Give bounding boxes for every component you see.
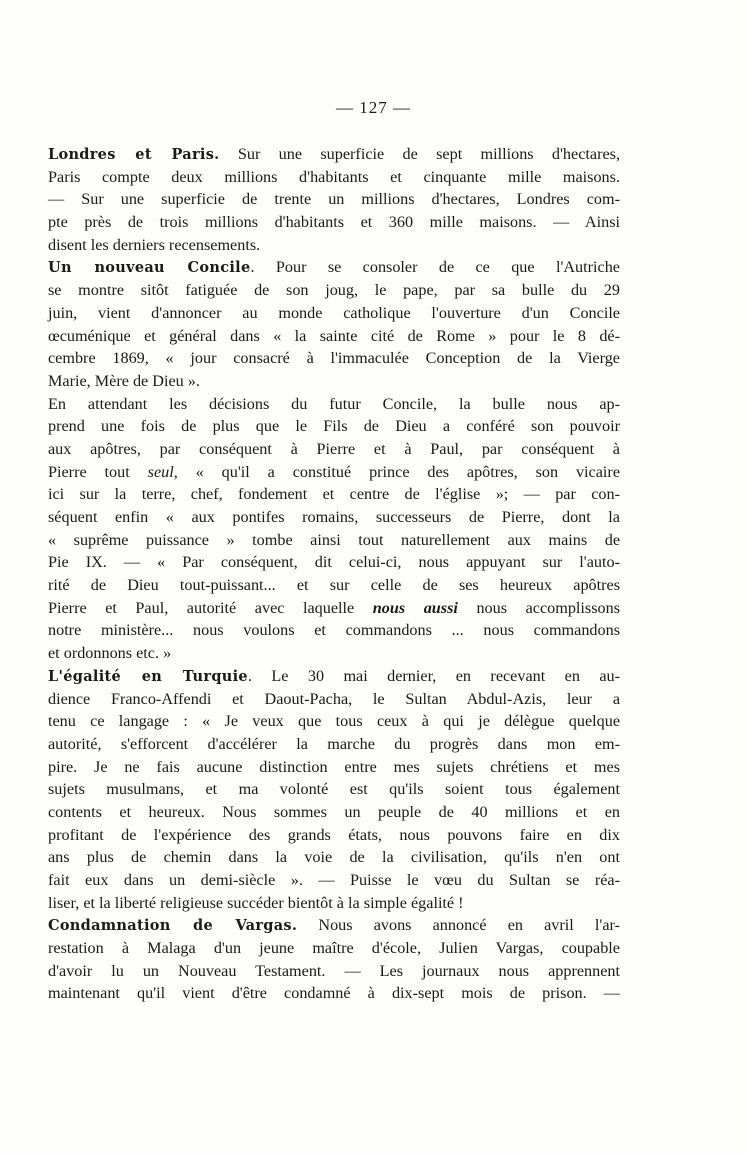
text-run: fait eux dans un demi-siècle ». — Puisse le vœu du Sultan se réa- (48, 871, 620, 889)
text-line (48, 801, 620, 824)
text-run: prend une fois de plus que le Fils de Dieu a conféré son pouvoir (48, 417, 620, 436)
italic-text: seul (147, 462, 174, 481)
text-run: nous accomplissons (457, 598, 620, 617)
text-run: d'avoir lu un Nouveau Testament. — Les journaux nous apprennent (48, 961, 620, 980)
text-run: Nous avons annoncé en avril l'ar- (297, 916, 620, 935)
text-line (48, 256, 620, 279)
text-line (48, 937, 620, 960)
text-line (48, 824, 620, 847)
text-line (48, 483, 620, 506)
text-run: Paris compte deux millions d'habitants et cinquante mille maisons. (48, 167, 620, 186)
text-run: disent les derniers recensements. (48, 235, 261, 254)
text-run: restation à Malaga d'un jeune maître d'école, Julien Vargas, coupable (48, 939, 620, 958)
text-run: rité de Dieu tout-puissant... et sur celle de ses heureux apôtres (48, 576, 620, 595)
text-line (48, 892, 620, 915)
text-line (48, 529, 620, 552)
text-run: sujets musulmans, et ma volonté est qu'ils soient tous également (48, 780, 620, 799)
body-text (48, 143, 620, 1005)
text-run: cembre 1869, « jour consacré à l'immaculée Conception de la Vierge (48, 349, 620, 368)
text-run: séquent enfin « aux pontifes romains, successeurs de Pierre, dont la (48, 508, 620, 526)
section-heading: Un nouveau Concile (48, 259, 251, 277)
text-run: pire. Je ne fais aucune distinction entre mes sujets chrétiens et mes (48, 757, 620, 776)
text-run: — Sur une superficie de trente un millions d'hectares, Londres com- (48, 190, 620, 209)
text-line (48, 574, 620, 597)
text-line (48, 370, 620, 393)
text-line (48, 960, 620, 983)
text-run: Sur une superficie de sept millions d'hectares, (219, 145, 620, 163)
text-run: juin, vient d'annoncer au monde catholique l'ouverture d'un Concile (48, 303, 620, 322)
text-line (48, 415, 620, 438)
section-heading: L'égalité en Turquie (48, 667, 248, 685)
section-heading: Condamnation de Vargas. (48, 917, 298, 935)
text-run: « suprême puissance » tombe ainsi tout naturellement aux mains de (48, 530, 620, 549)
text-line (48, 166, 620, 189)
text-line (48, 869, 620, 892)
text-line (48, 347, 620, 370)
text-run: autorité, s'efforcent d'accélérer la marche du progrès dans mon em- (48, 734, 620, 753)
text-line (48, 188, 620, 211)
text-line (48, 982, 620, 1005)
text-line (48, 325, 620, 348)
text-run: Pierre tout (48, 462, 148, 481)
text-run: pte près de trois millions d'habitants et 360 mille maisons. — Ainsi (48, 213, 620, 232)
text-line (48, 846, 620, 869)
text-run: œcuménique et général dans « la sainte cité de Rome » pour le 8 dé- (48, 326, 620, 345)
text-run: Pierre et Paul, autorité avec laquelle (48, 598, 373, 617)
text-run: contents et heureux. Nous sommes un peuple de 40 millions et en (48, 802, 620, 821)
text-line (48, 551, 620, 574)
text-line (48, 211, 620, 234)
text-line (48, 710, 620, 733)
text-line (48, 688, 620, 711)
emphasis-text: nous aussi (372, 598, 458, 617)
text-line (48, 461, 620, 484)
text-run: profitant de l'expérience des grands états, nous pouvons faire en dix (48, 825, 620, 844)
page-number: — 127 — (336, 98, 411, 117)
text-run: aux apôtres, par conséquent à Pierre et à Paul, par conséquent à (48, 439, 620, 458)
text-line (48, 279, 620, 302)
text-line (48, 619, 620, 642)
text-run: ans plus de chemin dans la voie de la civilisation, qu'ils n'en ont (48, 848, 620, 867)
text-run: maintenant qu'il vient d'être condamné à dix-sept mois de prison. — (48, 984, 620, 1003)
text-run: , « qu'il a constitué prince des apôtres, son vicaire (173, 462, 621, 481)
text-line (48, 597, 620, 620)
text-line (48, 506, 620, 529)
text-line (48, 234, 620, 257)
text-line (48, 302, 620, 325)
text-run: . Le 30 mai dernier, en recevant en au- (247, 666, 620, 685)
section-heading: Londres et Paris. (48, 146, 220, 163)
text-run: . Pour se consoler de ce que l'Autriche (250, 258, 620, 277)
text-run: notre ministère... nous voulons et commandons ... nous commandons (48, 621, 620, 640)
text-line (48, 642, 620, 665)
text-run: Pie IX. — « Par conséquent, dit celui-ci, nous appuyant sur l'auto- (48, 553, 620, 572)
text-line (48, 733, 620, 756)
text-run: se montre sitôt fatiguée de son joug, le pape, par sa bulle du 29 (48, 281, 620, 300)
text-run: dience Franco-Affendi et Daout-Pacha, le Sultan Abdul-Azis, leur a (48, 689, 620, 708)
text-run: et ordonnons etc. » (48, 644, 172, 663)
text-run: ici sur la terre, chef, fondement et centre de l'église »; — par con- (48, 485, 620, 504)
text-line (48, 393, 620, 416)
text-line (48, 665, 620, 688)
text-run: En attendant les décisions du futur Concile, la bulle nous ap- (48, 394, 620, 413)
text-line (48, 914, 620, 937)
text-line (48, 778, 620, 801)
text-run: Marie, Mère de Dieu ». (48, 371, 200, 390)
text-line (48, 438, 620, 461)
text-run: liser, et la liberté religieuse succéder bientôt à la simple égalité ! (48, 893, 464, 912)
text-line (48, 756, 620, 779)
text-run: tenu ce langage : « Je veux que tous ceux à qui je délègue quelque (48, 712, 620, 731)
text-line (48, 143, 620, 166)
